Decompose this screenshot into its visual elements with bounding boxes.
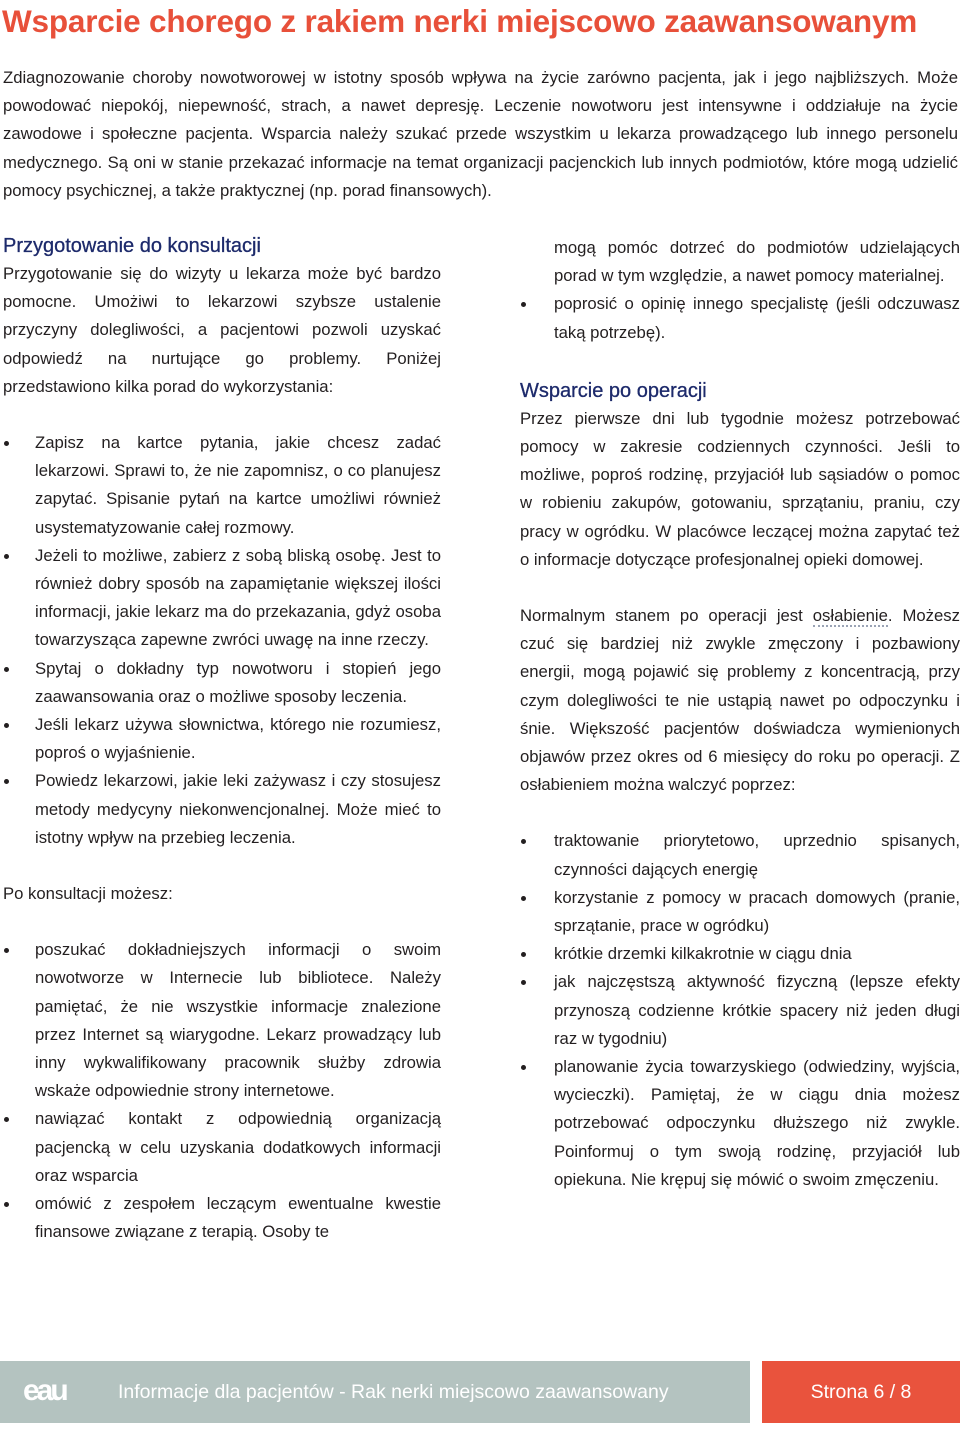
list-item: poprosić o opinię innego specjalistę (jeśli odczuwasz taką potrzebę). (520, 290, 960, 346)
glossary-term-link[interactable]: osłabienie (812, 606, 888, 626)
page-title: Wsparcie chorego z rakiem nerki miejscowo zaawansowanym (2, 3, 918, 39)
list-item: Zapisz na kartce pytania, jakie chcesz zadać lekarzowi. Sprawi to, że nie zapomnisz, o co planujesz zapytać. Spisanie pytań na kartce umożliwi również usystematyzowanie całej rozmowy. (3, 429, 441, 542)
post-op-paragraph-2 (520, 602, 960, 799)
list-item: Powiedz lekarzowi, jakie leki zażywasz i czy stosujesz metody medycyny niekonwencjonalnej. Może mieć to istotny wpływ na przebieg leczenia. (3, 767, 441, 852)
consultation-heading: Przygotowanie do konsultacji (3, 235, 261, 257)
eau-logo: eau (23, 1374, 66, 1407)
list-item: korzystanie z pomocy w pracach domowych (pranie, sprzątanie, prace w ogródku) (520, 884, 960, 940)
after-consultation-label: Po konsultacji możesz: (3, 884, 173, 904)
footer-bar (0, 1361, 750, 1423)
list-item: planowanie życia towarzyskiego (odwiedziny, wyjścia, wycieczki). Pamiętaj, że w ciągu dnia możesz potrzebować odpoczynku dłuższego niż zwykle. Poinformuj o tym swoją rodzinę, przyjaciół lub opiekuna. Nie krępuj się mówić o swoim zmęczeniu. (520, 1053, 960, 1194)
eau-logo-icon (23, 1372, 85, 1408)
continuation-text: mogą pomóc dotrzeć do podmiotów udzielających porad w tym względzie, a nawet pomocy materialnej. (554, 238, 960, 286)
page-footer (0, 1361, 960, 1423)
list-item: nawiązać kontakt z odpowiednią organizacją pacjencką w celu uzyskania dodatkowych informacji oraz wsparcia (3, 1105, 441, 1190)
list-item: Jeśli lekarz używa słownictwa, którego nie rozumiesz, poproś o wyjaśnienie. (3, 711, 441, 767)
list-item: traktowanie priorytetowo, uprzednio spisanych, czynności dających energię (520, 827, 960, 883)
after-consultation-list-continued (520, 234, 960, 347)
intro-paragraph: Zdiagnozowanie choroby nowotworowej w istotny sposób wpływa na życie zarówno pacjenta, jak i jego najbliższych. Może powodować niepokój, niepewność, strach, a nawet depresję. Leczenie nowotworu jest intensywne i oddziałuje na życie zawodowe i społeczne pacjenta. Wsparcia należy szukać przede wszystkim u lekarza prowadzącego lub innego personelu medycznego. Są oni w stanie przekazać informacje na temat organizacji pacjenckich lub innych podmiotów, które mogą udzielić pomocy psychicznej, a także praktycznej (np. porad finansowych). (3, 68, 958, 200)
list-item: Jeżeli to możliwe, zabierz z sobą bliską osobę. Jest to również dobry sposób na zapamiętanie większej ilości informacji, jakie lekarz ma do przekazania, gdyż osoba towarzysząca zapewne zwróci uwagę na inne rzeczy. (3, 542, 441, 655)
right-column (520, 234, 960, 1194)
list-item: krótkie drzemki kilkakrotnie w ciągu dnia (520, 940, 960, 968)
post-op-paragraph-1: Przez pierwsze dni lub tygodnie możesz potrzebować pomocy w zakresie codziennych czynności. Jeśli to możliwe, poproś rodzinę, przyjaciół lub sąsiadów o pomoc w robieniu zakupów, gotowaniu, sprzątaniu, praniu, czy pracy w ogródku. W placówce leczącej można zapytać też o informacje dotyczące profesjonalnej opieki domowej. (520, 408, 960, 569)
post-op-heading: Wsparcie po operacji (520, 379, 707, 402)
list-item: poszukać dokładniejszych informacji o swoim nowotworze w Internecie lub bibliotece. Należy pamiętać, że nie wszystkie informacje znalezione przez Internet są wiarygodne. Lekarz prowadzący lub inny wykwalifikowany pracownik służby zdrowia wskaże odpowiednie strony internetowe. (3, 936, 441, 1105)
footer-text: Informacje dla pacjentów - Rak nerki miejscowo zaawansowany (118, 1381, 669, 1403)
list-item-continuation (520, 234, 960, 290)
left-column (3, 232, 441, 1247)
page-number: Strona 6 / 8 (762, 1361, 960, 1423)
consultation-text: Przygotowanie się do wizyty u lekarza może być bardzo pomocne. Umożiwi to lekarzowi szybsze ustalenie przyczyny dolegliwości, a pacjentowi pozwoli uzyskać odpowiedź na nurtujące go problemy. Poniżej przedstawiono kilka porad do wykorzystania: (3, 264, 441, 396)
consultation-tips-list (3, 429, 441, 852)
post-op-text-after: . Możesz czuć się bardziej niż zwykle zmęczony i pozbawiony energii, mogą pojawić się problemy z koncentracją, przy czym dolegliwości te nie ustąpią nawet po odpoczynku i śnie. Większość pacjentów doświadcza wymienionych objawów przez okres od 6 miesięcy do roku po operacji. Z osłabieniem można walczyć poprzez: (520, 606, 960, 795)
list-item: Spytaj o dokładny typ nowotworu i stopień jego zaawansowania oraz o możliwe sposoby leczenia. (3, 655, 441, 711)
list-item: omówić z zespołem leczącym ewentualne kwestie finansowe związane z terapią. Osoby te (3, 1190, 441, 1246)
after-consultation-list (3, 936, 441, 1246)
list-item: jak najczęstszą aktywność fizyczną (lepsze efekty przynoszą codzienne krótkie spacery niż jeden długi raz w tygodniu) (520, 968, 960, 1053)
post-op-text-before: Normalnym stanem po operacji jest (520, 606, 813, 626)
fatigue-tips-list (520, 827, 960, 1194)
